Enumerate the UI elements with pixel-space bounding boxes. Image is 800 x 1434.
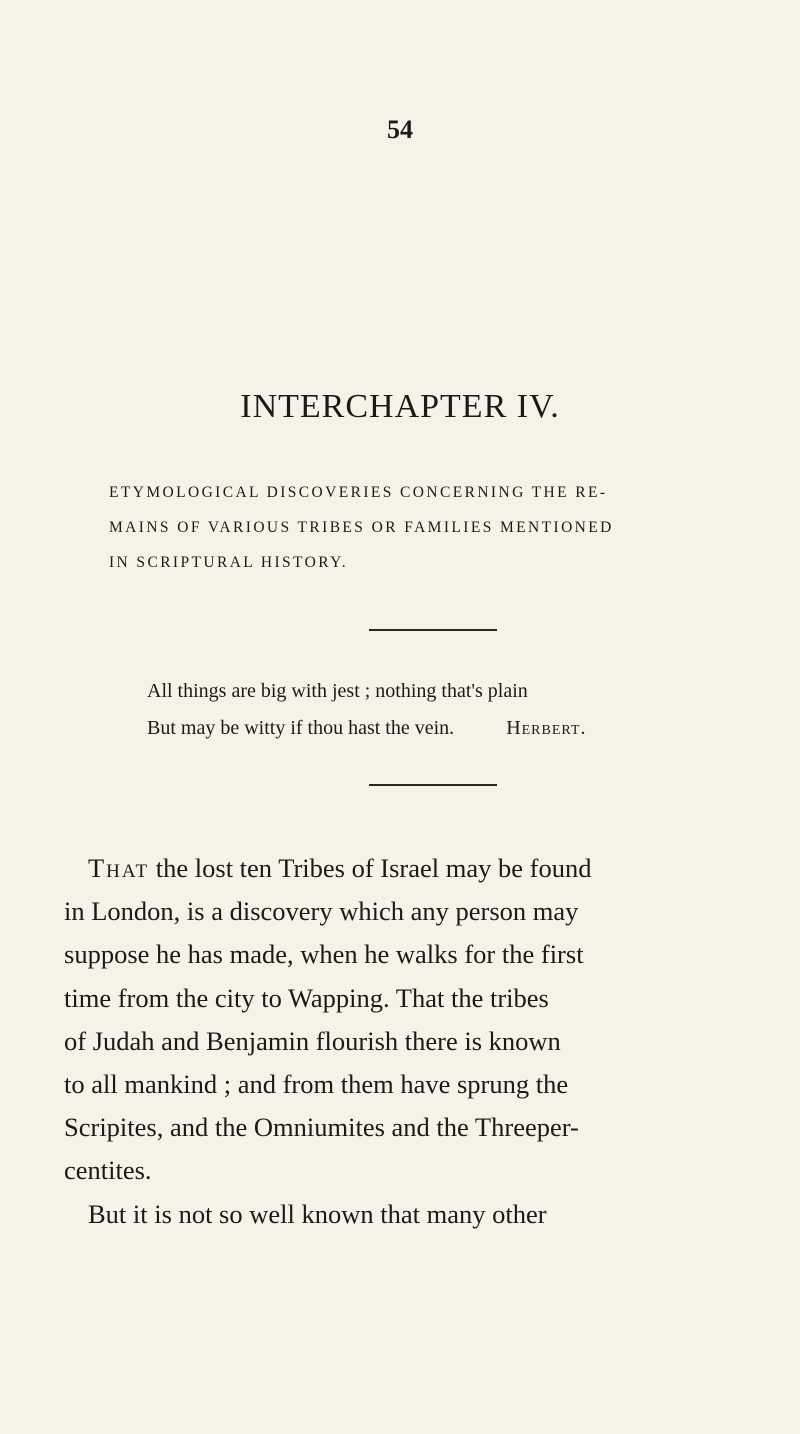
paragraph-2-line: But it is not so well known that many other bbox=[88, 1198, 547, 1229]
divider-rule-bottom bbox=[369, 784, 497, 786]
text-line: in London, is a discovery which any person may bbox=[64, 896, 579, 927]
page-number: 54 bbox=[387, 115, 413, 144]
paragraph-first-line bbox=[64, 847, 734, 890]
divider-rule-top bbox=[369, 629, 497, 631]
epigraph-line: All things are big with jest ; nothing that's plain bbox=[147, 680, 528, 702]
opening-word: That bbox=[88, 853, 150, 883]
epigraph-author: Herbert. bbox=[506, 717, 587, 739]
chapter-subtitle bbox=[109, 475, 709, 580]
text-line: suppose he has made, when he walks for the first bbox=[64, 939, 584, 970]
chapter-title: INTERCHAPTER IV. bbox=[240, 388, 560, 425]
subtitle-line: ETYMOLOGICAL DISCOVERIES CONCERNING THE RE- bbox=[109, 484, 608, 501]
epigraph-line-with-author bbox=[147, 710, 707, 747]
text-line: Scripites, and the Omniumites and the Threeper- bbox=[64, 1112, 579, 1143]
text-line: centites. bbox=[64, 1155, 152, 1186]
subtitle-line: MAINS OF VARIOUS TRIBES OR FAMILIES MENTIONED bbox=[109, 519, 614, 536]
epigraph bbox=[147, 673, 707, 747]
text-line: the lost ten Tribes of Israel may be found bbox=[149, 853, 592, 883]
body-text bbox=[64, 847, 734, 1236]
text-line: of Judah and Benjamin flourish there is known bbox=[64, 1025, 561, 1056]
text-line: to all mankind ; and from them have sprung the bbox=[64, 1069, 569, 1100]
text-line: time from the city to Wapping. That the tribes bbox=[64, 982, 549, 1013]
subtitle-line: IN SCRIPTURAL HISTORY. bbox=[109, 554, 348, 571]
epigraph-line: But may be witty if thou hast the vein. bbox=[147, 717, 455, 739]
